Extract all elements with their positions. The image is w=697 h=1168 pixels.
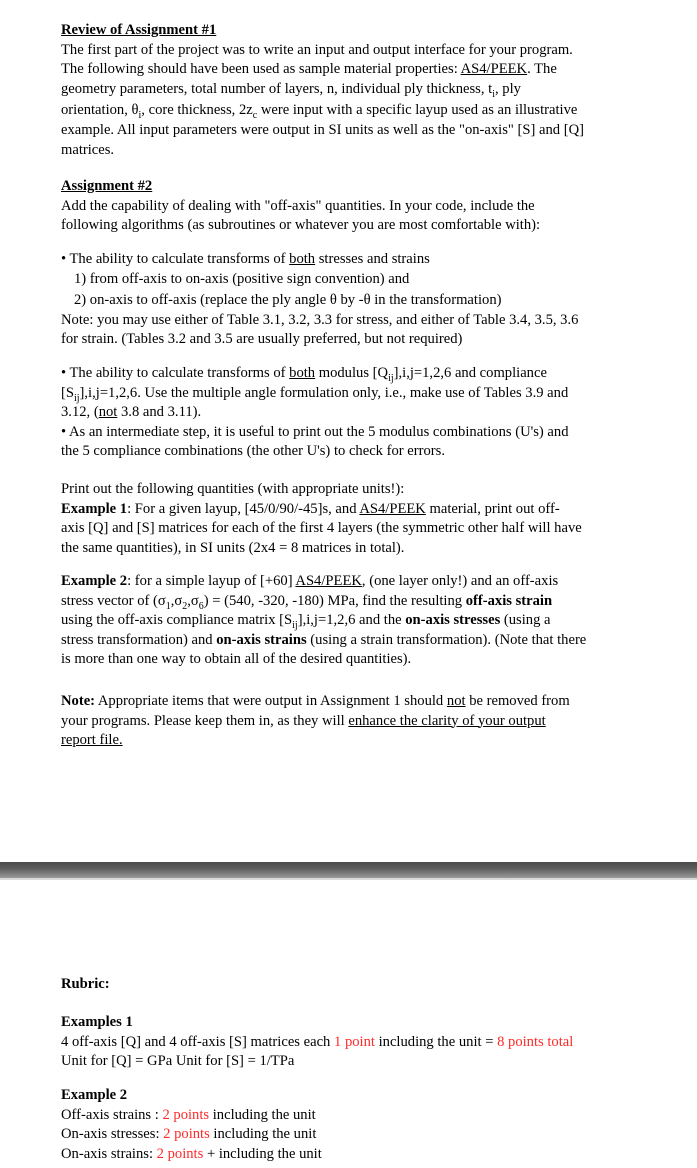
example1-line: Example 1: For a given layup, [45/0/90/-45]s, and AS4/PEEK material, print out off- (61, 500, 560, 517)
assignment1-line: matrices. (61, 141, 115, 158)
bullet-line: the 5 compliance combinations (the other U's) to check for errors. (61, 443, 445, 460)
bullet-line: • The ability to calculate transforms of both stresses and strains (61, 251, 430, 267)
example1-line: axis [Q] and [S] matrices for each of the first 4 layers (the symmetric other half will have (61, 520, 582, 537)
assignment1-line: geometry parameters, total number of layers, n, individual ply thickness, $t_i$, ply (61, 80, 521, 100)
assignment2-section (61, 177, 643, 236)
rubric-line: Off-axis strains : 2 points including the unit (61, 1106, 316, 1123)
rubric-example1 (61, 1013, 643, 1072)
example1-description (61, 480, 643, 558)
example2-line: stress vector of $(\sigma_1,\sigma_2,\sigma_6) = (540$, -320, -180) MPa, find the resulting off-axis strain (61, 592, 553, 612)
assignment2-line: following algorithms (as subroutines or whatever you are most comfortable with): (61, 217, 541, 234)
example2-line: stress transformation) and on-axis strains (using a strain transformation). (Note that there (61, 631, 587, 648)
rubric-example1-label: Examples 1 (61, 1014, 133, 1030)
bullet-line: • As an intermediate step, it is useful to print out the 5 modulus combinations (U's) and (61, 423, 569, 440)
rubric-example2 (61, 1086, 643, 1164)
bullet-subitem: 1) from off-axis to on-axis (positive sign convention) and (74, 270, 410, 287)
example2-description (61, 572, 643, 670)
bullet-subitem: 2) on-axis to off-axis (replace the ply angle θ by -θ in the transformation) (74, 292, 502, 309)
bullet-line: • The ability to calculate transforms of both modulus $[Q_{ij}],i,j=1,2,6$ and compliance (61, 365, 547, 384)
bullet-line: $[S_{ij}],i,j=1,2,6$. Use the multiple angle formulation only, i.e., make use of Tables 3.9 and (61, 384, 569, 404)
modulus-bullet (61, 364, 643, 462)
assignment1-line: orientation, $\theta_i$, core thickness, $2z_c$ were input with a specific layup used as an illustrative (61, 102, 578, 122)
assignment2-line: Add the capability of dealing with "off-axis" quantities. In your code, include the (61, 197, 535, 214)
note-line: your programs. Please keep them in, as they will enhance the clarity of your output (61, 712, 546, 729)
example2-line: is more than one way to obtain all of the desired quantities). (61, 651, 412, 668)
assignment1-line: The first part of the project was to write an input and output interface for your program. (61, 41, 573, 58)
rubric-heading-block (61, 975, 643, 995)
note-line: report file. (61, 732, 123, 749)
rubric-line: 4 off-axis [Q] and 4 off-axis [S] matrices each 1 point including the unit = 8 points total (61, 1033, 574, 1050)
closing-note (61, 692, 643, 751)
assignment2-heading: Assignment #2 (61, 178, 153, 194)
note-line: for strain. (Tables 3.2 and 3.5 are usually preferred, but not required) (61, 331, 463, 348)
rubric-example2-label: Example 2 (61, 1087, 128, 1103)
assignment1-line: example. All input parameters were output in SI units as well as the "on-axis" [S] and [Q] (61, 121, 584, 138)
transform-bullet (61, 250, 643, 350)
example2-line: using the off-axis compliance matrix $[S_{ij}],i,j=1,2,6$ and the on-axis stresses (using a (61, 612, 551, 632)
rubric-line: On-axis strains: 2 points + including the unit (61, 1145, 322, 1162)
example2-line: Example 2: for a simple layup of [+60] AS4/PEEK, (one layer only!) and an off-axis (61, 573, 559, 589)
note-line: Note: you may use either of Table 3.1, 3.2, 3.3 for stress, and either of Table 3.4, 3.5, 3.6 (61, 311, 579, 328)
bullet-line: 3.12, (not 3.8 and 3.11). (61, 404, 202, 421)
assignment1-heading: Review of Assignment #1 (61, 22, 217, 38)
rubric-line: Unit for [Q] = GPa Unit for [S] = 1/TPa (61, 1053, 295, 1070)
rubric-heading: Rubric: (61, 976, 110, 992)
note-line: Note: Appropriate items that were output in Assignment 1 should not be removed from (61, 693, 570, 709)
assignment1-line: The following should have been used as sample material properties: AS4/PEEK. The (61, 61, 557, 78)
rubric-line: On-axis stresses: 2 points including the unit (61, 1126, 317, 1143)
material-link: AS4/PEEK (460, 61, 528, 78)
page-divider (0, 862, 697, 878)
assignment1-section (61, 21, 643, 160)
print-instruction: Print out the following quantities (with appropriate units!): (61, 481, 405, 497)
example1-line: the same quantities), in SI units (2x4 = 8 matrices in total). (61, 539, 405, 556)
